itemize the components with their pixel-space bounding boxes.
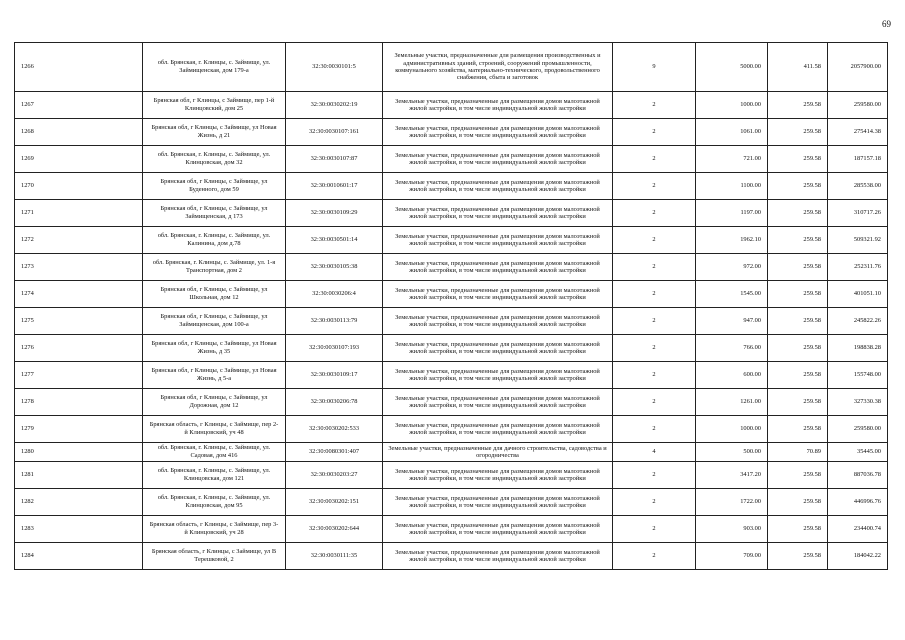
cadastral-value-cell: 184042.22 (828, 543, 888, 570)
row-number-cell: 1273 (15, 254, 143, 281)
row-number-cell: 1280 (15, 443, 143, 462)
use-group-cell: 2 (613, 146, 696, 173)
cadastral-number-cell: 32:30:0030202:533 (286, 416, 383, 443)
permitted-use-cell: Земельные участки, предназначенные для размещения домов малоэтажной жилой застройки, в том числе индивидуальной жилой застройки (383, 308, 613, 335)
permitted-use-cell: Земельные участки, предназначенные для размещения домов малоэтажной жилой застройки, в том числе индивидуальной жилой застройки (383, 254, 613, 281)
address-cell: Брянская область, г Клинцы, с Займище, пер 3-й Клинцовский, уч 28 (143, 516, 286, 543)
specific-value-cell: 70.89 (768, 443, 828, 462)
permitted-use-cell: Земельные участки, предназначенные для дачного строительства, садоводства и огородничества (383, 443, 613, 462)
address-cell: Брянская область, г Клинцы, с Займище, пер 2-й Клинцовский, уч 48 (143, 416, 286, 443)
row-number-cell: 1270 (15, 173, 143, 200)
area-cell: 5000.00 (696, 43, 768, 92)
cadastral-value-cell: 275414.38 (828, 119, 888, 146)
address-cell: обл. Брянская, г. Клинцы, с. Займище, ул. Садовая, дом 416 (143, 443, 286, 462)
cadastral-value-cell: 2057900.00 (828, 43, 888, 92)
use-group-cell: 9 (613, 43, 696, 92)
row-number-cell: 1269 (15, 146, 143, 173)
address-cell: обл. Брянская, г. Клинцы, с. Займище, ул. 1-я Транспортная, дом 2 (143, 254, 286, 281)
table-row (15, 543, 888, 570)
cadastral-value-cell: 285538.00 (828, 173, 888, 200)
permitted-use-cell: Земельные участки, предназначенные для размещения производственных и административных зданий, строений, сооружений промышленности, коммунального хозяйства, материально-технического, продовольственного снабжения, сбыта и заготовок (383, 43, 613, 92)
row-number-cell: 1281 (15, 462, 143, 489)
permitted-use-cell: Земельные участки, предназначенные для размещения домов малоэтажной жилой застройки, в том числе индивидуальной жилой застройки (383, 516, 613, 543)
area-cell: 766.00 (696, 335, 768, 362)
row-number-cell: 1275 (15, 308, 143, 335)
row-number-cell: 1279 (15, 416, 143, 443)
permitted-use-cell: Земельные участки, предназначенные для размещения домов малоэтажной жилой застройки, в том числе индивидуальной жилой застройки (383, 389, 613, 416)
address-cell: Брянская обл, г Клинцы, с Займище, ул Новая Жизнь, д 35 (143, 335, 286, 362)
row-number-cell: 1267 (15, 92, 143, 119)
specific-value-cell: 411.58 (768, 43, 828, 92)
cadastral-number-cell: 32:30:0030111:35 (286, 543, 383, 570)
address-cell: обл. Брянская, г. Клинцы, с. Займище, ул. Калинина, дом д.78 (143, 227, 286, 254)
use-group-cell: 2 (613, 281, 696, 308)
use-group-cell: 2 (613, 200, 696, 227)
table-row (15, 43, 888, 92)
address-cell: обл. Брянская, г. Клинцы, с. Займище, ул. Займищенская, дом 179-а (143, 43, 286, 92)
table-row (15, 281, 888, 308)
specific-value-cell: 259.58 (768, 462, 828, 489)
address-cell: обл. Брянская, г. Клинцы, с. Займище, ул. Клинцовская, дом 32 (143, 146, 286, 173)
address-cell: Брянская обл, г Клинцы, с Займище, ул Школьная, дом 12 (143, 281, 286, 308)
row-number-cell: 1268 (15, 119, 143, 146)
permitted-use-cell: Земельные участки, предназначенные для размещения домов малоэтажной жилой застройки, в том числе индивидуальной жилой застройки (383, 281, 613, 308)
cadastral-value-cell: 259580.00 (828, 416, 888, 443)
permitted-use-cell: Земельные участки, предназначенные для размещения домов малоэтажной жилой застройки, в том числе индивидуальной жилой застройки (383, 335, 613, 362)
cadastral-value-cell: 327330.38 (828, 389, 888, 416)
permitted-use-cell: Земельные участки, предназначенные для размещения домов малоэтажной жилой застройки, в том числе индивидуальной жилой застройки (383, 227, 613, 254)
area-cell: 1261.00 (696, 389, 768, 416)
specific-value-cell: 259.58 (768, 92, 828, 119)
use-group-cell: 2 (613, 335, 696, 362)
cadastral-number-cell: 32:30:0030206:78 (286, 389, 383, 416)
area-cell: 721.00 (696, 146, 768, 173)
address-cell: обл. Брянская, г. Клинцы, с. Займище, ул. Клинцовская, дом 95 (143, 489, 286, 516)
row-number-cell: 1283 (15, 516, 143, 543)
cadastral-number-cell: 32:30:0030107:193 (286, 335, 383, 362)
permitted-use-cell: Земельные участки, предназначенные для размещения домов малоэтажной жилой застройки, в том числе индивидуальной жилой застройки (383, 543, 613, 570)
table-row (15, 362, 888, 389)
use-group-cell: 2 (613, 227, 696, 254)
table-row (15, 335, 888, 362)
permitted-use-cell: Земельные участки, предназначенные для размещения домов малоэтажной жилой застройки, в том числе индивидуальной жилой застройки (383, 173, 613, 200)
address-cell: Брянская обл, г Клинцы, с Займище, ул Займищенская, дом 100-а (143, 308, 286, 335)
address-cell: Брянская обл, г Клинцы, с Займище, пер 1-й Клинцовский, дом 25 (143, 92, 286, 119)
cadastral-number-cell: 32:30:0030109:29 (286, 200, 383, 227)
permitted-use-cell: Земельные участки, предназначенные для размещения домов малоэтажной жилой застройки, в том числе индивидуальной жилой застройки (383, 119, 613, 146)
cadastral-value-cell: 259580.00 (828, 92, 888, 119)
table-row (15, 489, 888, 516)
row-number-cell: 1266 (15, 43, 143, 92)
area-cell: 1000.00 (696, 92, 768, 119)
area-cell: 1197.00 (696, 200, 768, 227)
cadastral-value-cell: 446996.76 (828, 489, 888, 516)
specific-value-cell: 259.58 (768, 362, 828, 389)
row-number-cell: 1272 (15, 227, 143, 254)
specific-value-cell: 259.58 (768, 543, 828, 570)
row-number-cell: 1274 (15, 281, 143, 308)
cadastral-value-cell: 245822.26 (828, 308, 888, 335)
table-row (15, 308, 888, 335)
specific-value-cell: 259.58 (768, 119, 828, 146)
cadastral-number-cell: 32:30:0030501:14 (286, 227, 383, 254)
specific-value-cell: 259.58 (768, 173, 828, 200)
row-number-cell: 1278 (15, 389, 143, 416)
use-group-cell: 2 (613, 362, 696, 389)
area-cell: 972.00 (696, 254, 768, 281)
address-cell: Брянская обл, г Клинцы, с Займище, ул Новая Жизнь, д 21 (143, 119, 286, 146)
table-row (15, 389, 888, 416)
use-group-cell: 2 (613, 462, 696, 489)
specific-value-cell: 259.58 (768, 254, 828, 281)
specific-value-cell: 259.58 (768, 227, 828, 254)
use-group-cell: 4 (613, 443, 696, 462)
use-group-cell: 2 (613, 489, 696, 516)
cadastral-value-cell: 198838.28 (828, 335, 888, 362)
address-cell: Брянская обл, г Клинцы, с Займище, ул Займищенская, д 173 (143, 200, 286, 227)
cadastral-number-cell: 32:30:0080301:407 (286, 443, 383, 462)
specific-value-cell: 259.58 (768, 335, 828, 362)
table-row (15, 443, 888, 462)
address-cell: Брянская обл, г Клинцы, с Займище, ул Дорожная, дом 12 (143, 389, 286, 416)
area-cell: 1061.00 (696, 119, 768, 146)
cadastral-value-cell: 252311.76 (828, 254, 888, 281)
page-number: 69 (882, 19, 891, 29)
use-group-cell: 2 (613, 389, 696, 416)
permitted-use-cell: Земельные участки, предназначенные для размещения домов малоэтажной жилой застройки, в том числе индивидуальной жилой застройки (383, 200, 613, 227)
area-cell: 903.00 (696, 516, 768, 543)
cadastral-number-cell: 32:30:0030203:27 (286, 462, 383, 489)
table-row (15, 254, 888, 281)
area-cell: 1962.10 (696, 227, 768, 254)
specific-value-cell: 259.58 (768, 489, 828, 516)
specific-value-cell: 259.58 (768, 281, 828, 308)
specific-value-cell: 259.58 (768, 146, 828, 173)
area-cell: 709.00 (696, 543, 768, 570)
row-number-cell: 1277 (15, 362, 143, 389)
specific-value-cell: 259.58 (768, 200, 828, 227)
area-cell: 947.00 (696, 308, 768, 335)
permitted-use-cell: Земельные участки, предназначенные для размещения домов малоэтажной жилой застройки, в том числе индивидуальной жилой застройки (383, 462, 613, 489)
cadastral-number-cell: 32:30:0030202:19 (286, 92, 383, 119)
cadastral-value-cell: 155748.00 (828, 362, 888, 389)
address-cell: обл. Брянская, г. Клинцы, с. Займище, ул. Клинцовская, дом 121 (143, 462, 286, 489)
table-row (15, 146, 888, 173)
permitted-use-cell: Земельные участки, предназначенные для размещения домов малоэтажной жилой застройки, в том числе индивидуальной жилой застройки (383, 146, 613, 173)
table-row (15, 227, 888, 254)
specific-value-cell: 259.58 (768, 308, 828, 335)
use-group-cell: 2 (613, 416, 696, 443)
table-row (15, 200, 888, 227)
table-row (15, 516, 888, 543)
land-plots-table (14, 42, 888, 570)
table-row (15, 173, 888, 200)
area-cell: 1000.00 (696, 416, 768, 443)
area-cell: 1722.00 (696, 489, 768, 516)
table-row (15, 119, 888, 146)
area-cell: 600.00 (696, 362, 768, 389)
use-group-cell: 2 (613, 516, 696, 543)
cadastral-value-cell: 401051.10 (828, 281, 888, 308)
cadastral-value-cell: 35445.00 (828, 443, 888, 462)
cadastral-value-cell: 234400.74 (828, 516, 888, 543)
table-row (15, 416, 888, 443)
cadastral-number-cell: 32:30:0010601:17 (286, 173, 383, 200)
cadastral-value-cell: 310717.26 (828, 200, 888, 227)
cadastral-number-cell: 32:30:0030105:38 (286, 254, 383, 281)
row-number-cell: 1284 (15, 543, 143, 570)
address-cell: Брянская область, г Клинцы, с Займище, ул В Терешковой, 2 (143, 543, 286, 570)
table-row (15, 92, 888, 119)
area-cell: 1545.00 (696, 281, 768, 308)
use-group-cell: 2 (613, 543, 696, 570)
cadastral-value-cell: 187157.18 (828, 146, 888, 173)
use-group-cell: 2 (613, 173, 696, 200)
cadastral-number-cell: 32:30:0030107:87 (286, 146, 383, 173)
use-group-cell: 2 (613, 92, 696, 119)
address-cell: Брянская обл, г Клинцы, с Займище, ул Буденного, дом 59 (143, 173, 286, 200)
cadastral-number-cell: 32:30:0030109:17 (286, 362, 383, 389)
cadastral-number-cell: 32:30:0030113:79 (286, 308, 383, 335)
address-cell: Брянская обл, г Клинцы, с Займище, ул Новая Жизнь, д 5-а (143, 362, 286, 389)
use-group-cell: 2 (613, 254, 696, 281)
use-group-cell: 2 (613, 308, 696, 335)
specific-value-cell: 259.58 (768, 416, 828, 443)
cadastral-number-cell: 32:30:0030202:151 (286, 489, 383, 516)
specific-value-cell: 259.58 (768, 516, 828, 543)
row-number-cell: 1282 (15, 489, 143, 516)
specific-value-cell: 259.58 (768, 389, 828, 416)
permitted-use-cell: Земельные участки, предназначенные для размещения домов малоэтажной жилой застройки, в том числе индивидуальной жилой застройки (383, 92, 613, 119)
cadastral-number-cell: 32:30:0030202:644 (286, 516, 383, 543)
cadastral-number-cell: 32:30:0030101:5 (286, 43, 383, 92)
cadastral-value-cell: 887036.78 (828, 462, 888, 489)
permitted-use-cell: Земельные участки, предназначенные для размещения домов малоэтажной жилой застройки, в том числе индивидуальной жилой застройки (383, 416, 613, 443)
cadastral-number-cell: 32:30:0030107:161 (286, 119, 383, 146)
cadastral-value-cell: 509321.92 (828, 227, 888, 254)
area-cell: 3417.20 (696, 462, 768, 489)
table-row (15, 462, 888, 489)
row-number-cell: 1276 (15, 335, 143, 362)
row-number-cell: 1271 (15, 200, 143, 227)
cadastral-number-cell: 32:30:0030206:4 (286, 281, 383, 308)
area-cell: 1100.00 (696, 173, 768, 200)
area-cell: 500.00 (696, 443, 768, 462)
permitted-use-cell: Земельные участки, предназначенные для размещения домов малоэтажной жилой застройки, в том числе индивидуальной жилой застройки (383, 362, 613, 389)
permitted-use-cell: Земельные участки, предназначенные для размещения домов малоэтажной жилой застройки, в том числе индивидуальной жилой застройки (383, 489, 613, 516)
use-group-cell: 2 (613, 119, 696, 146)
